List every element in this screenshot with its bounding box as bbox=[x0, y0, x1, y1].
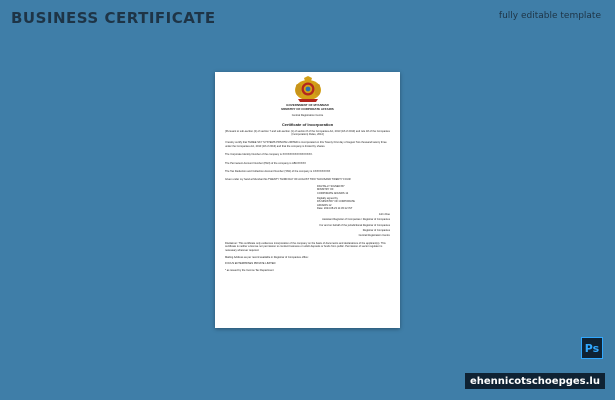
digital-signature-block bbox=[317, 185, 390, 211]
signature-line: Date: 2024.08.23 11:45:12 IST bbox=[317, 207, 353, 211]
header-subtitle: fully editable template bbox=[498, 11, 601, 21]
signature-line: MINISTRY OF bbox=[317, 188, 334, 192]
photoshop-icon: Ps bbox=[581, 337, 603, 359]
identity-line: The Corporate Identity Number of the company is XXXXXXXXXXXXXXXXX. bbox=[225, 153, 313, 157]
signature-line: Digitally signed by bbox=[317, 197, 338, 201]
company-name: FOCUS ENTERPRISES PRIVATE LIMITED bbox=[225, 262, 276, 266]
intro-text: [Pursuant to sub-section (2) of section 7 and sub-section (1) of section 8 of the Companies Act, 2013 (18 of 2013) and rule 18 of the Companies (Incorporation) Rules, 2014] bbox=[225, 129, 390, 136]
for-behalf: For and on behalf of the jurisdictional Registrar of Companies bbox=[319, 223, 390, 227]
registration-centre: Central Registration Centre bbox=[358, 234, 390, 238]
signature-line: DS MINISTRY OF CORPORATE bbox=[317, 200, 355, 204]
registrar: Registrar of Companies bbox=[362, 228, 390, 232]
mailing-address-label: Mailing Address as per record available in Registrar of Companies office: bbox=[225, 255, 309, 259]
department: Central Registration Centre bbox=[291, 114, 324, 118]
tan-line: The Tax Deduction and Collection Account Number (TAN) of the company is CXXXXXXXXX bbox=[225, 170, 331, 174]
website-tag: ehennicotschoepges.lu bbox=[465, 373, 605, 389]
signer-title: Assistant Registrar of Companies / Registrar of Companies bbox=[322, 218, 390, 222]
signature-line: CORPORATE AFFAIRS 12 bbox=[317, 191, 349, 195]
certificate-document bbox=[215, 72, 400, 328]
signature-line: DIGITALLY SIGNED BY bbox=[317, 184, 345, 188]
certificate-title: Certificate of Incorporation bbox=[281, 121, 334, 127]
signer-name: John Doe bbox=[378, 212, 390, 216]
myanmar-state-seal-icon bbox=[291, 76, 325, 103]
certify-paragraph: I hereby certify that THREE SKY SYSTEMS PRIVATE LIMITED is incorporated on this Twenty First day of August Two thousand twenty three under the Companies Act, 2013 (18 of 2013) and that the company is limited by shares. bbox=[225, 141, 387, 148]
given-line: Given under my hand at Mumbai this TWENTY THIRD DAY OF AUGUST TWO THOUSAND TWENTY FOUR bbox=[225, 178, 351, 182]
gov-line-2: MINISTRY OF CORPORATE AFFAIRS bbox=[281, 106, 334, 111]
disclaimer: Disclaimer: This certificate only evidences incorporation of the company on the basis of documents and declarations of the applicant(s). This certificate is neither a license nor permission to conduct business or solicit deposits or funds from public. Permission of sector regulator is necessary wherever required. bbox=[225, 241, 386, 252]
signature-line: AFFAIRS 12 bbox=[317, 203, 332, 207]
header-title: BUSINESS CERTIFICATE bbox=[11, 9, 216, 27]
gov-line-1: GOVERNMENT OF MYANMAR bbox=[286, 103, 329, 107]
pan-line: The Permanent Account Number (PAN) of the company is ABCXXXXX bbox=[225, 161, 306, 165]
issued-note: * as issued by the Income Tax Department bbox=[225, 268, 274, 272]
